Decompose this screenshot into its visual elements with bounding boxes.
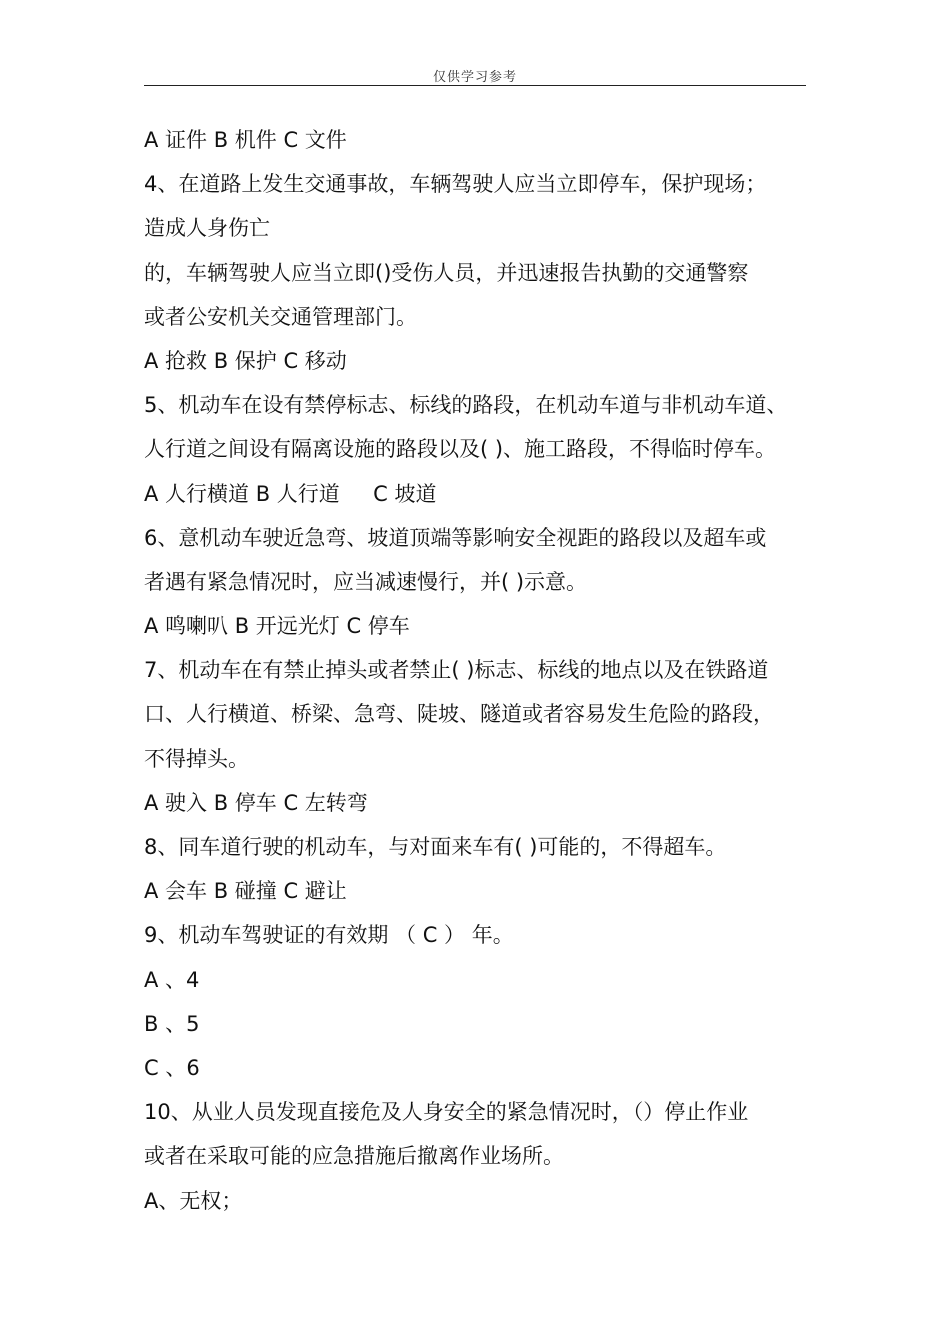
document-body bbox=[144, 118, 814, 1223]
question-4-line-3: 的，车辆驾驶人应当立即()受伤人员，并迅速报告执勤的交通警察 bbox=[144, 260, 749, 285]
question-4-line-4: 或者公安机关交通管理部门。 bbox=[144, 304, 417, 329]
question-5-line-2: 人行道之间设有隔离设施的路段以及( )、施工路段，不得临时停车。 bbox=[144, 437, 777, 462]
question-10-line-1: 10、从业人员发现直接危及人身安全的紧急情况时，（）停止作业 bbox=[144, 1100, 749, 1125]
question-7-line-2: 口、人行横道、桥梁、急弯、陡坡、隧道或者容易发生危险的路段， bbox=[144, 702, 774, 727]
question-5-line-1: 5、机动车在设有禁停标志、标线的路段，在机动车道与非机动车道、 bbox=[144, 393, 788, 418]
answer-option-q9-c: C 、6 bbox=[144, 1055, 200, 1080]
question-9-line-1: 9、机动车驾驶证的有效期 （ C ） 年。 bbox=[144, 923, 514, 948]
answer-options-q3: A 证件 B 机件 C 文件 bbox=[144, 128, 347, 152]
answer-options-q6: A 鸣喇叭 B 开远光灯 C 停车 bbox=[144, 614, 410, 639]
answer-option-q9-b: B 、5 bbox=[144, 1011, 200, 1036]
answer-option-q10-a: A、无权； bbox=[144, 1188, 243, 1213]
answer-options-q5: A 人行横道 B 人行道 C 坡道 bbox=[144, 481, 437, 506]
answer-options-q7: A 驶入 B 停车 C 左转弯 bbox=[144, 790, 368, 815]
answer-option-q9-a: A 、4 bbox=[144, 967, 200, 992]
question-8-line-1: 8、同车道行驶的机动车，与对面来车有( )可能的，不得超车。 bbox=[144, 835, 727, 859]
page-header: 仅供学习参考 bbox=[432, 70, 517, 85]
question-6-line-2: 者遇有紧急情况时，应当减速慢行，并( )示意。 bbox=[144, 569, 588, 594]
question-10-line-2: 或者在采取可能的应急措施后撤离作业场所。 bbox=[144, 1144, 564, 1169]
question-7-line-1: 7、机动车在有禁止掉头或者禁止( )标志、标线的地点以及在铁路道 bbox=[144, 658, 769, 683]
answer-options-q8: A 会车 B 碰撞 C 避让 bbox=[144, 879, 347, 904]
header-divider bbox=[144, 85, 806, 86]
question-4-line-1: 4、在道路上发生交通事故，车辆驾驶人应当立即停车，保护现场； bbox=[144, 172, 767, 197]
question-7-line-3: 不得掉头。 bbox=[144, 746, 249, 771]
question-4-line-2: 造成人身伤亡 bbox=[144, 216, 270, 241]
answer-options-q4: A 抢救 B 保护 C 移动 bbox=[144, 348, 347, 373]
question-6-line-1: 6、意机动车驶近急弯、坡道顶端等影响安全视距的路段以及超车或 bbox=[144, 525, 767, 550]
